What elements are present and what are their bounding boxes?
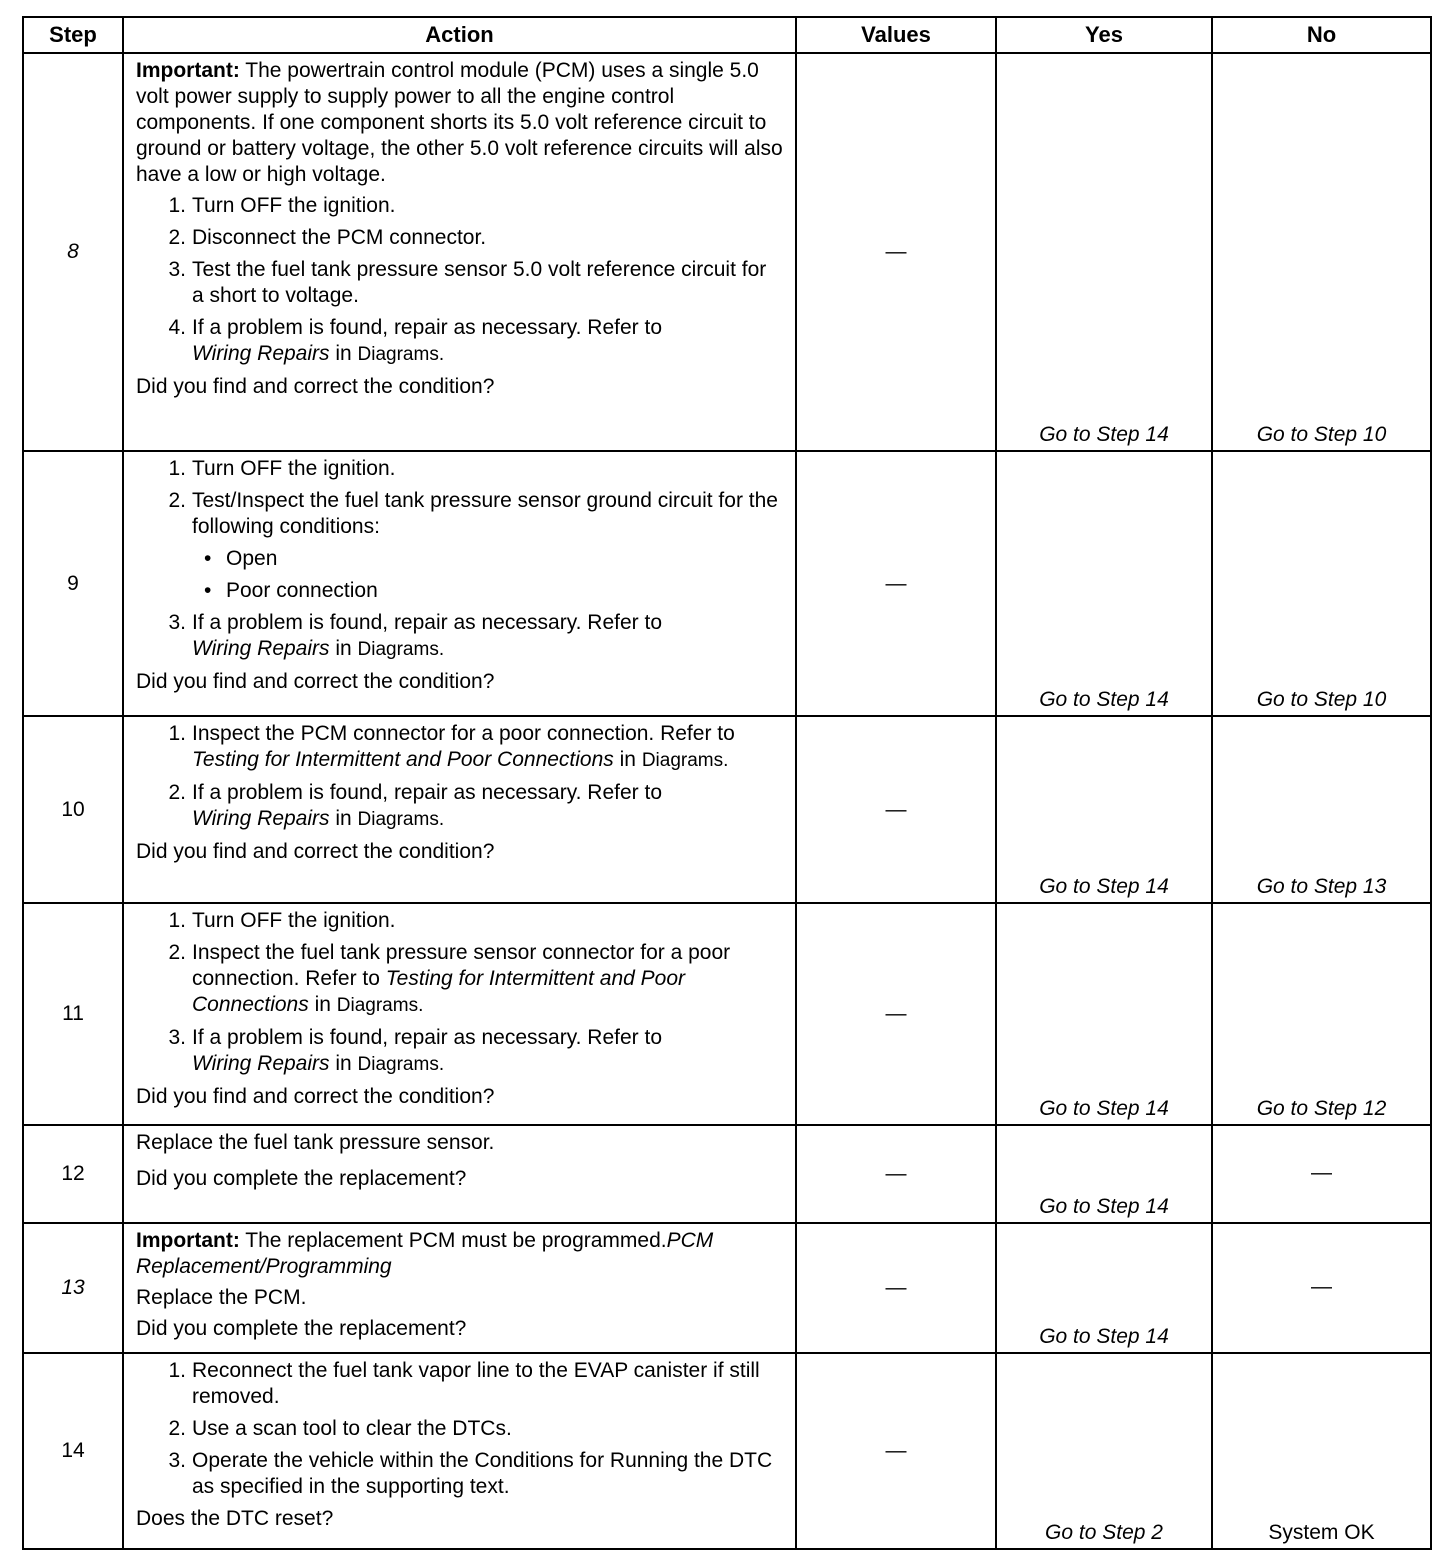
yes-goto[interactable]: Go to Step 14 bbox=[1039, 688, 1169, 711]
values-cell: — bbox=[796, 1353, 996, 1549]
step-number: 10 bbox=[23, 716, 123, 903]
question: Did you find and correct the condition? bbox=[136, 375, 495, 398]
no-cell bbox=[1212, 903, 1431, 1125]
bullet-item: • Open bbox=[204, 547, 278, 570]
no-goto[interactable]: Go to Step 10 bbox=[1256, 423, 1387, 446]
list-item: 4. If a problem is found, repair as necessary. Refer to Wiring Repairs in Diagrams. bbox=[168, 316, 662, 365]
step-number: 9 bbox=[23, 451, 123, 716]
no-cell bbox=[1212, 53, 1431, 451]
yes-cell bbox=[996, 1353, 1212, 1549]
list-item: 3. If a problem is found, repair as necessary. Refer to Wiring Repairs in Diagrams. bbox=[168, 611, 662, 660]
no-dash: — bbox=[1311, 1274, 1332, 1298]
list-item: 1. Reconnect the fuel tank vapor line to the EVAP canister if still removed. bbox=[168, 1359, 760, 1408]
yes-goto[interactable]: Go to Step 14 bbox=[1039, 1097, 1169, 1120]
question: Does the DTC reset? bbox=[136, 1507, 334, 1530]
values-cell: — bbox=[796, 53, 996, 451]
yes-goto[interactable]: Go to Step 2 bbox=[1045, 1521, 1163, 1544]
header-step: Step bbox=[23, 17, 123, 53]
no-cell bbox=[1212, 451, 1431, 716]
testing-intermittent-link[interactable]: Testing for Intermittent and Poor Connections bbox=[192, 967, 686, 1016]
no-cell bbox=[1212, 1353, 1431, 1549]
values-cell: — bbox=[796, 1125, 996, 1223]
table-row bbox=[23, 1353, 1431, 1549]
table-row bbox=[23, 903, 1431, 1125]
list-item: 1. Inspect the PCM connector for a poor connection. Refer to Testing for Intermittent and Poor Connections in Diagrams. bbox=[168, 722, 735, 771]
wiring-repairs-link[interactable]: Wiring Repairs bbox=[192, 807, 330, 830]
action-cell bbox=[123, 53, 796, 451]
list-item: 1. Turn OFF the ignition. bbox=[168, 194, 396, 217]
list-item: 2. Inspect the fuel tank pressure sensor connector for a poor connection. Refer to Testing for Intermittent and Poor Connections in Diagrams. bbox=[168, 941, 731, 1016]
step-number: 8 bbox=[23, 53, 123, 451]
values-cell: — bbox=[796, 716, 996, 903]
no-result: System OK bbox=[1268, 1521, 1375, 1544]
no-goto[interactable]: Go to Step 13 bbox=[1256, 875, 1387, 898]
question: Did you find and correct the condition? bbox=[136, 840, 495, 863]
table-row bbox=[23, 451, 1431, 716]
important-text: The replacement PCM must be programmed. bbox=[239, 1229, 667, 1252]
no-goto[interactable]: Go to Step 12 bbox=[1256, 1097, 1387, 1120]
no-dash: — bbox=[1311, 1160, 1332, 1184]
table-row bbox=[23, 53, 1431, 451]
yes-goto[interactable]: Go to Step 14 bbox=[1039, 1195, 1169, 1218]
action-cell bbox=[123, 903, 796, 1125]
values-cell: — bbox=[796, 1223, 996, 1353]
values-cell: — bbox=[796, 903, 996, 1125]
question: Did you find and correct the condition? bbox=[136, 1085, 495, 1108]
question: Did you find and correct the condition? bbox=[136, 670, 495, 693]
yes-goto[interactable]: Go to Step 14 bbox=[1039, 1325, 1169, 1348]
header-row bbox=[23, 17, 1431, 53]
yes-cell bbox=[996, 1125, 1212, 1223]
question: Did you complete the replacement? bbox=[136, 1167, 467, 1190]
diagnostic-table bbox=[22, 16, 1432, 1550]
wiring-repairs-link[interactable]: Wiring Repairs bbox=[192, 637, 330, 660]
yes-cell bbox=[996, 451, 1212, 716]
no-cell bbox=[1212, 716, 1431, 903]
no-cell bbox=[1212, 1223, 1431, 1353]
action-cell bbox=[123, 1223, 796, 1353]
yes-cell bbox=[996, 716, 1212, 903]
header-values: Values bbox=[796, 17, 996, 53]
action-cell bbox=[123, 451, 796, 716]
action-cell bbox=[123, 1353, 796, 1549]
table-row bbox=[23, 1223, 1431, 1353]
bullet-item: • Poor connection bbox=[204, 579, 378, 602]
list-item: 1. Turn OFF the ignition. bbox=[168, 457, 396, 480]
header-action: Action bbox=[123, 17, 796, 53]
step-number: 11 bbox=[23, 903, 123, 1125]
yes-goto[interactable]: Go to Step 14 bbox=[1039, 875, 1169, 898]
important-label: Important: bbox=[136, 1229, 240, 1252]
values-cell: — bbox=[796, 451, 996, 716]
pcm-programming-link[interactable]: PCM Replacement/Programming bbox=[136, 1229, 714, 1278]
important-text: The powertrain control module (PCM) uses a single 5.0 volt power supply to supply power to all the engine control components. If one component shorts its 5.0 volt reference circuit to ground or battery voltage, the other 5.0 volt reference circuits will also have a low or high voltage. bbox=[136, 59, 783, 186]
no-cell bbox=[1212, 1125, 1431, 1223]
list-item: 2. Use a scan tool to clear the DTCs. bbox=[168, 1417, 512, 1440]
yes-cell bbox=[996, 1223, 1212, 1353]
testing-intermittent-link[interactable]: Testing for Intermittent and Poor Connections bbox=[192, 748, 614, 771]
wiring-repairs-link[interactable]: Wiring Repairs bbox=[192, 1052, 330, 1075]
no-goto[interactable]: Go to Step 10 bbox=[1256, 688, 1387, 711]
list-item: 2. Test/Inspect the fuel tank pressure sensor ground circuit for the following conditions: • Open • Poor connection bbox=[136, 488, 783, 604]
wiring-repairs-link[interactable]: Wiring Repairs bbox=[192, 342, 330, 365]
action-text: Replace the PCM. bbox=[136, 1286, 307, 1309]
important-label: Important: bbox=[136, 59, 240, 82]
table-row bbox=[23, 1125, 1431, 1223]
header-yes: Yes bbox=[996, 17, 1212, 53]
list-item: 3. Operate the vehicle within the Conditions for Running the DTC as specified in the supporting text. bbox=[168, 1449, 773, 1498]
list-item: 2. If a problem is found, repair as necessary. Refer to Wiring Repairs in Diagrams. bbox=[168, 781, 662, 830]
yes-goto[interactable]: Go to Step 14 bbox=[1039, 423, 1169, 446]
action-cell bbox=[123, 716, 796, 903]
step-number: 12 bbox=[23, 1125, 123, 1223]
header-no: No bbox=[1212, 17, 1431, 53]
question: Did you complete the replacement? bbox=[136, 1317, 467, 1340]
table-row bbox=[23, 716, 1431, 903]
list-item: 3. Test the fuel tank pressure sensor 5.0 volt reference circuit for a short to voltage. bbox=[168, 258, 767, 307]
action-text: Replace the fuel tank pressure sensor. bbox=[136, 1131, 495, 1154]
list-item: 2. Disconnect the PCM connector. bbox=[168, 226, 487, 249]
step-number: 13 bbox=[23, 1223, 123, 1353]
list-item: 3. If a problem is found, repair as necessary. Refer to Wiring Repairs in Diagrams. bbox=[168, 1026, 662, 1075]
step-number: 14 bbox=[23, 1353, 123, 1549]
action-cell bbox=[123, 1125, 796, 1223]
yes-cell bbox=[996, 903, 1212, 1125]
list-item: 1. Turn OFF the ignition. bbox=[168, 909, 396, 932]
yes-cell bbox=[996, 53, 1212, 451]
